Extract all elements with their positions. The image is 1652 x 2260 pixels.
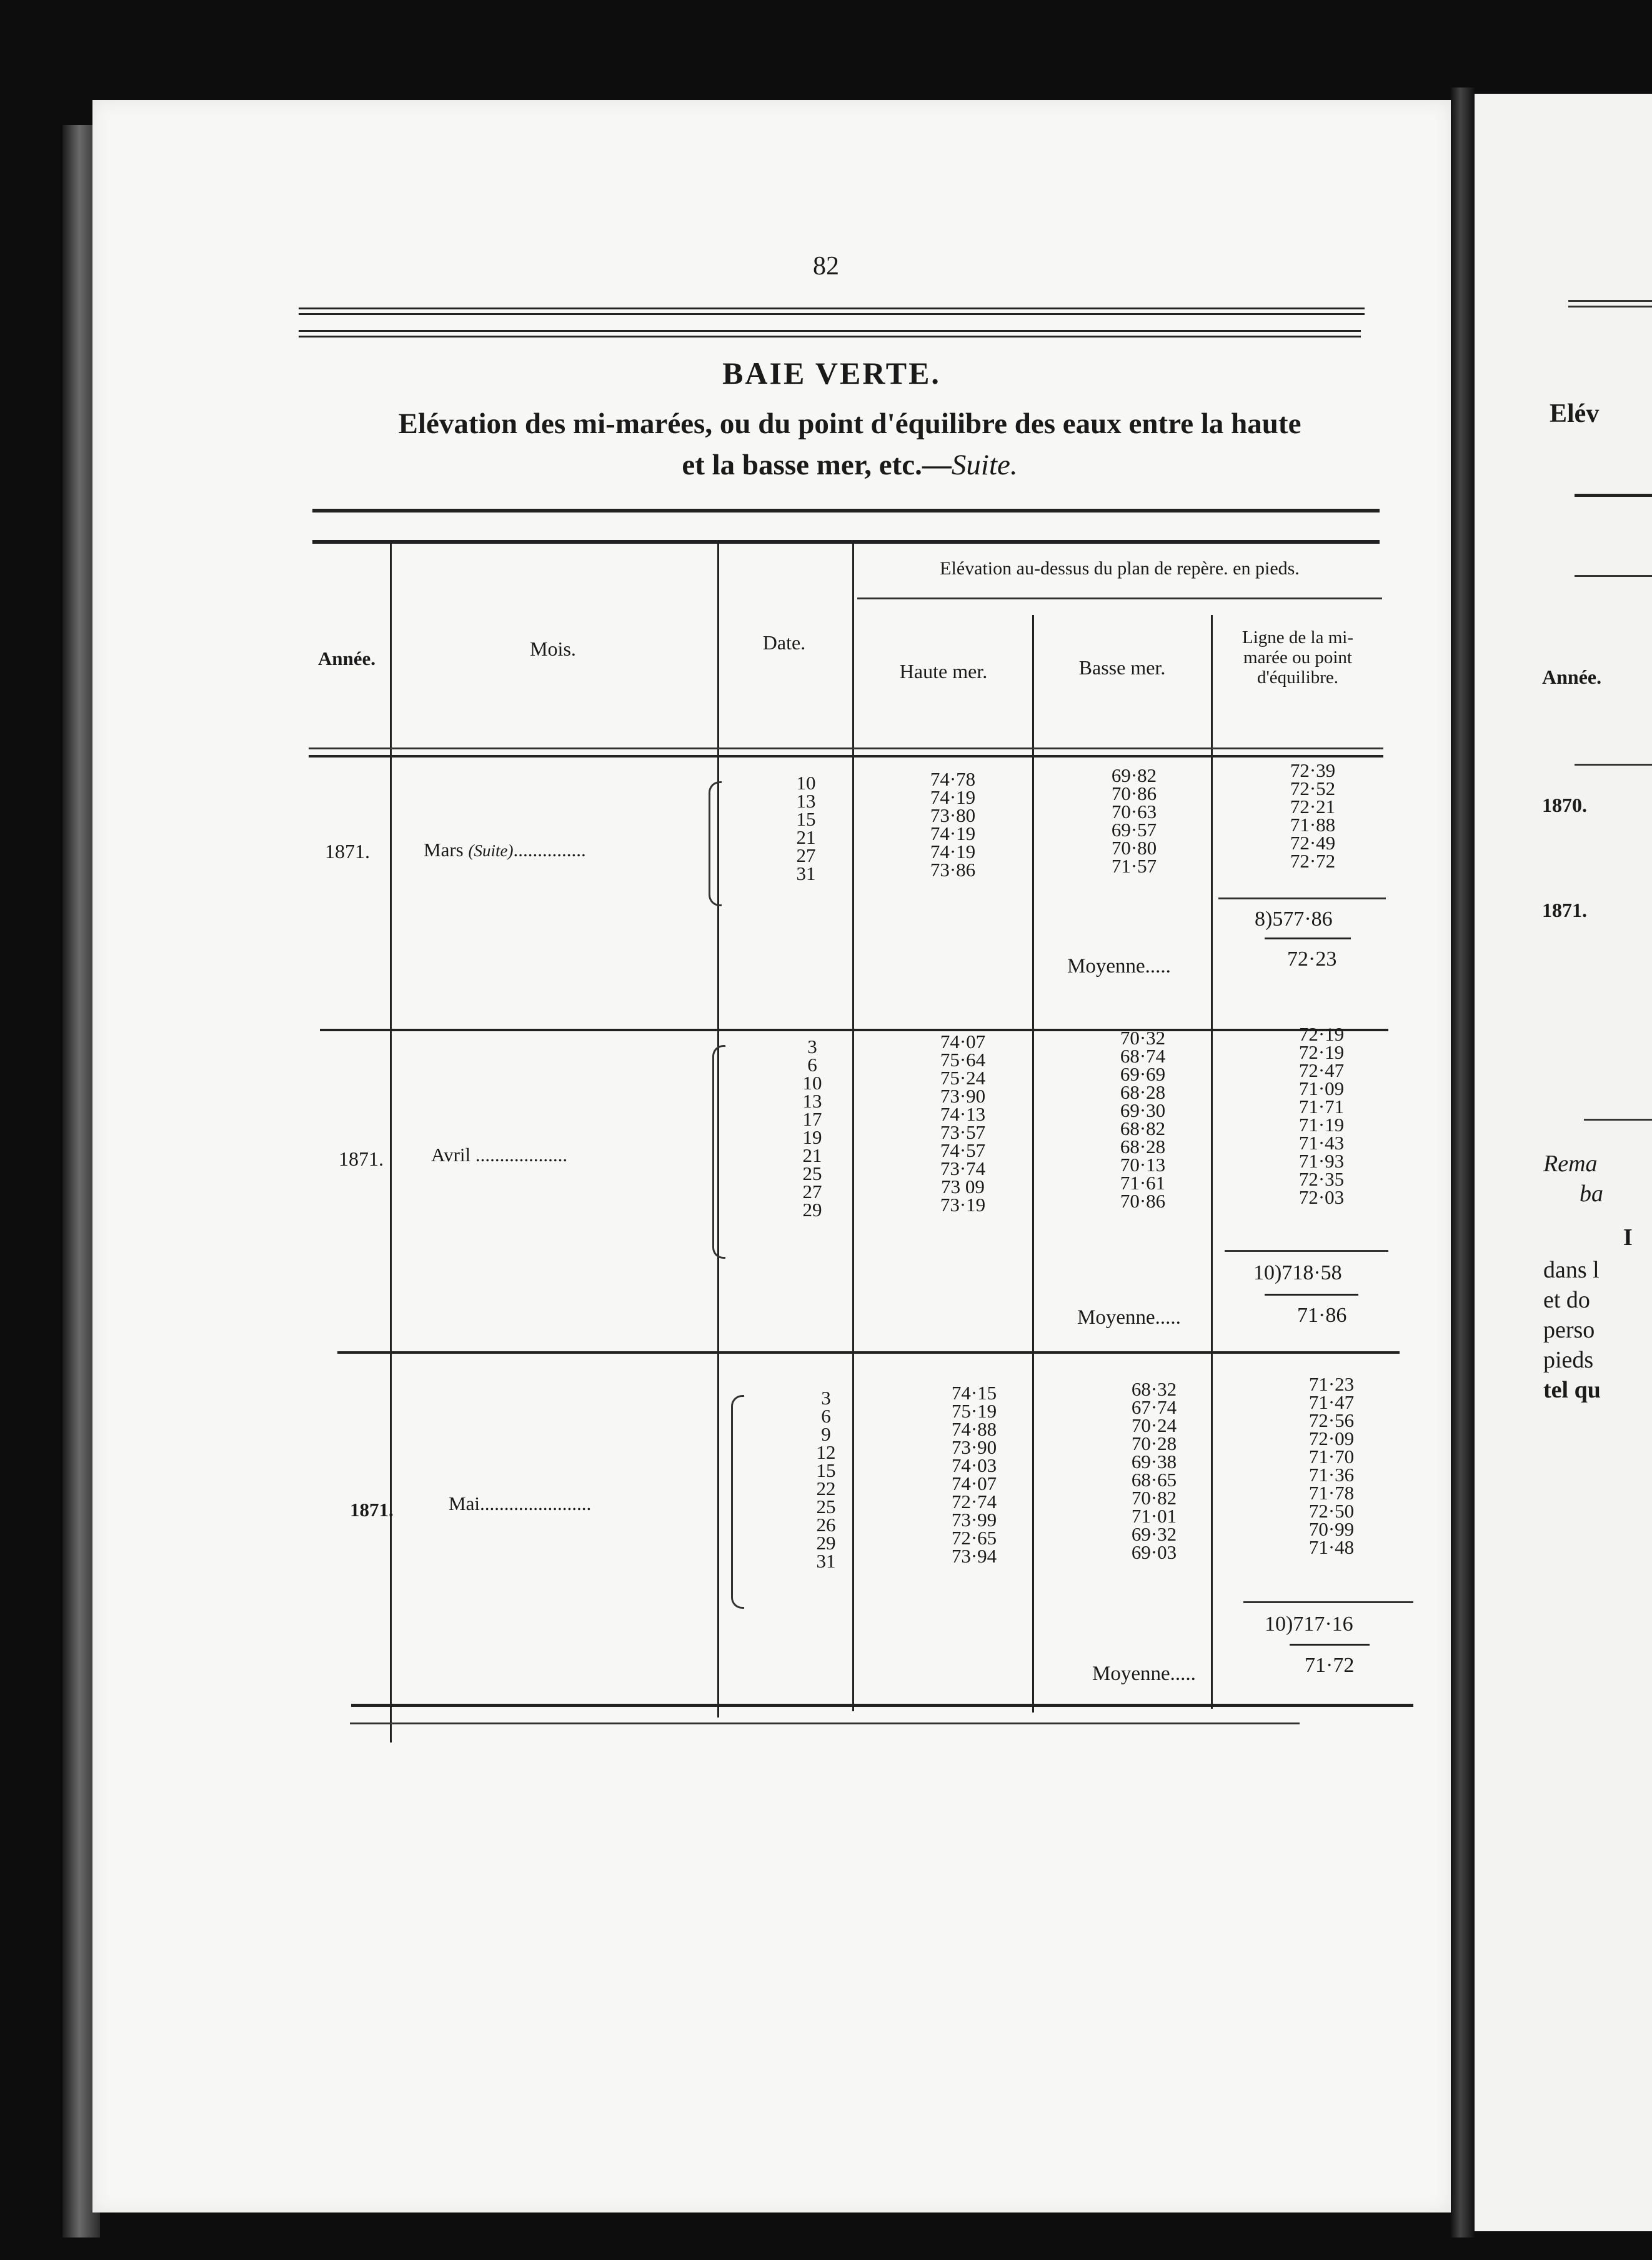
average-label: Moyenne..... <box>1092 1662 1196 1685</box>
page-number: 82 <box>813 252 839 281</box>
facing-text: perso <box>1543 1317 1595 1343</box>
facing-year-header: Année. <box>1542 666 1602 688</box>
average-value: 71·86 <box>1297 1304 1347 1327</box>
facing-rule-5 <box>1584 1119 1652 1121</box>
caption-line-1: Elévation des mi-marées, ou du point d'équilibre des eaux entre la haute <box>398 408 1301 440</box>
header-mid-tide: Ligne de la mi- marée ou point d'équilibre. <box>1242 628 1353 688</box>
facing-page <box>1475 94 1652 2231</box>
facing-text: tel qu <box>1543 1377 1601 1403</box>
sum-rule <box>1218 898 1386 899</box>
header-high-tide: Haute mer. <box>899 660 988 682</box>
table-top-rule-2 <box>312 540 1380 544</box>
year-cell: 1871. <box>325 840 370 862</box>
header-month: Mois. <box>530 638 576 660</box>
group-separator <box>337 1351 1400 1354</box>
low-tide-values: 68·32 67·74 70·24 70·28 69·38 68·65 70·82 71·01 69·32 69·03 <box>1131 1378 1177 1563</box>
group-separator <box>320 1029 1388 1031</box>
mid-tide-values: 72·19 72·19 72·47 71·09 71·71 71·19 71·43 71·93 72·35 72·03 <box>1298 1023 1345 1208</box>
header-double-rule <box>299 308 1365 315</box>
brace <box>709 781 722 906</box>
facing-rule-4 <box>1575 764 1652 766</box>
sum-value: 10)718·58 <box>1253 1261 1342 1284</box>
caption-line-2: et la basse mer, etc.—Suite. <box>682 449 1018 481</box>
facing-text: dans l <box>1543 1257 1600 1283</box>
header-elevation-group: Elévation au-dessus du plan de repère. en pieds. <box>940 558 1300 579</box>
date-values: 3 6 10 13 17 19 21 25 27 29 <box>802 1036 822 1221</box>
table-bottom-rule <box>351 1704 1413 1707</box>
average-value: 72·23 <box>1287 948 1337 971</box>
caption-suffix: Suite. <box>951 449 1018 481</box>
date-values: 10 13 15 21 27 31 <box>796 772 816 884</box>
facing-text: Rema <box>1543 1151 1598 1177</box>
high-tide-values: 74·15 75·19 74·88 73·90 74·03 74·07 72·74 73·99 72·65 73·94 <box>951 1382 997 1567</box>
sum-rule <box>1243 1601 1413 1603</box>
header-date: Date. <box>762 631 806 654</box>
col-divider <box>1211 615 1213 1709</box>
section-title: BAIE VERTE. <box>722 356 941 391</box>
header-year: Année. <box>317 648 376 669</box>
year-cell: 1871. <box>350 1499 394 1521</box>
low-tide-values: 69·82 70·86 70·63 69·57 70·80 71·57 <box>1111 764 1157 877</box>
facing-text: ba <box>1580 1181 1603 1207</box>
mid-tide-values: 71·23 71·47 72·56 72·09 71·70 71·36 71·78 72·50 70·99 71·48 <box>1308 1373 1355 1558</box>
sum-rule <box>1225 1250 1388 1252</box>
average-value: 71·72 <box>1305 1654 1355 1677</box>
sum-value: 10)717·16 <box>1265 1612 1353 1636</box>
month-cell: Avril ................... <box>431 1144 568 1166</box>
facing-text: et do <box>1543 1287 1590 1313</box>
header-low-tide: Basse mer. <box>1078 656 1166 679</box>
facing-rule <box>1568 300 1652 308</box>
facing-subtitle: Elév <box>1550 399 1600 428</box>
low-tide-values: 70·32 68·74 69·69 68·28 69·30 68·82 68·28 70·13 71·61 70·86 <box>1120 1027 1166 1212</box>
mid-tide-values: 72·39 72·52 72·21 71·88 72·49 72·72 <box>1290 759 1336 872</box>
book-gutter <box>1451 88 1475 2238</box>
col-divider <box>390 542 392 1742</box>
year-cell: 1871. <box>339 1148 384 1170</box>
table-bottom-rule-2 <box>350 1722 1300 1724</box>
brace <box>731 1395 744 1609</box>
sum-underline <box>1290 1644 1370 1646</box>
high-tide-values: 74·78 74·19 73·80 74·19 74·19 73·86 <box>930 768 976 881</box>
facing-year: 1871. <box>1542 899 1587 921</box>
header-bottom-rule-2 <box>309 748 1383 749</box>
table-top-rule <box>312 509 1380 512</box>
facing-year: 1870. <box>1542 794 1587 816</box>
sum-underline <box>1265 938 1351 939</box>
facing-rule-2 <box>1575 494 1652 497</box>
table-caption <box>337 403 1362 486</box>
sum-value: 8)577·86 <box>1255 908 1333 931</box>
sum-underline <box>1265 1294 1358 1296</box>
month-cell: Mai....................... <box>449 1492 592 1514</box>
month-cell: Mars (Suite)............... <box>424 839 586 861</box>
facing-rule-3 <box>1575 575 1652 577</box>
col-divider <box>1032 615 1034 1712</box>
facing-text: pieds <box>1543 1347 1594 1373</box>
header-bottom-rule <box>309 755 1383 758</box>
average-label: Moyenne..... <box>1077 1306 1181 1329</box>
average-label: Moyenne..... <box>1067 955 1171 978</box>
header-double-rule-2 <box>299 330 1361 338</box>
date-values: 3 6 9 12 15 22 25 26 29 31 <box>816 1387 836 1572</box>
high-tide-values: 74·07 75·64 75·24 73·90 74·13 73·57 74·57 73·74 73 09 73·19 <box>940 1031 986 1216</box>
facing-text: I <box>1623 1224 1633 1251</box>
group-header-rule <box>857 598 1382 599</box>
brace <box>712 1045 725 1259</box>
